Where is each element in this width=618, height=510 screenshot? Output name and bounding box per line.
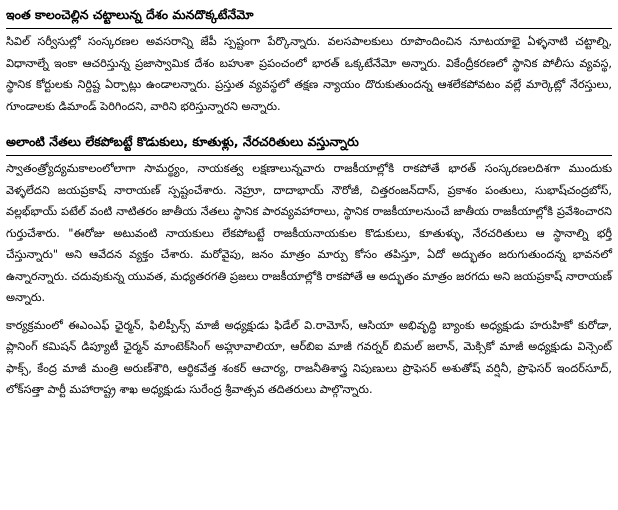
section-heading-2-wrap: [6, 131, 612, 156]
spacer: [6, 117, 612, 131]
section-heading-1-wrap: [6, 4, 612, 29]
paragraph-3: కార్యక్రమంలో ఈఎంఎఫ్ ఛైర్మన్, ఫిలిప్పీన్స్ మాజీ అధ్యక్షుడు ఫిడేల్ వి.రామోస్, ఆసియా అభివృద్ధి బ్యాంకు అధ్యక్షుడు హరుహికో కురోడా, ప్లానింగ్ కమిషన్ డిప్యూటీ ఛైర్మన్ మాంటెక్‌సింగ్ అహ్లూవాలియా, ఆర్‌బిఐ మాజీ గవర్నర్ బిమల్ జలాన్, మెక్సికో మాజీ అధ్యక్షుడు విన్సెంట్ ఫాక్స్, కేంద్ర మాజీ మంత్రి అరుణ్‌శౌరి, ఆర్థికవేత్త శంకర్ ఆచార్య, రాజనీతిశాస్త్ర నిపుణులు ప్రొఫెసర్ అశుతోష్ వర్షినీ, ప్రొఫెసర్ ఇందర్‌సూద్, లోక్‌సత్తా పార్టీ మహారాష్ట్ర శాఖ అధ్యక్షుడు సురేంద్ర శ్రీవాత్సవ తదితరులు పాల్గొన్నారు.: [6, 318, 612, 396]
paragraph-1: సివిల్ సర్వీసుల్లో సంస్కరణల అవసరాన్ని జేపీ స్పష్టంగా పేర్కొన్నారు. వలసపాలకులు రూపొందించిన నూటయాభై ఏళ్ళనాటి చట్టాల్ని, విధానాల్నే ఇంకా ఆచరిస్తున్న ప్రజాస్వామిక దేశం బహుశా ప్రపంచంలో భారత్ ఒక్కటేనేమో అన్నారు. వికేంద్రీకరణలో స్థానిక పోలీసు వ్యవస్థ, స్థానిక కోర్టులకు నిర్దిష్ట ఏర్పాట్లు ఉండాలన్నారు. ప్రస్తుత వ్యవస్థలో తక్షణ న్యాయం దొరుకుతుందన్న ఆశలేకపోవటం వల్లే మార్కెట్లో నేరస్తులు, గూండాలకు డిమాండ్ పెరిగిందని, వారిని భరిస్తున్నారని అన్నారు.: [6, 35, 612, 113]
section-heading-2: అలాంటి నేతలు లేకపోబట్టే కొడుకులు, కూతుళ్లు, నేరచరితులు వస్తున్నారు: [6, 134, 359, 149]
paragraph-2: స్వాతంత్ర్యోద్యమకాలంలోలాగా సామర్థ్యం, నాయకత్వ లక్షణాలున్నవారు రాజకీయాల్లోకి రాకపోతే భారత్ సంస్కరణలదిశగా ముందుకు వెళ్ళలేదని జయప్రకాష్ నారాయణ్ స్పష్టంచేశారు. నెహ్రూ, దాదాభాయ్ నౌరోజీ, చిత్తరంజన్‌దాస్, ప్రకాశం పంతులు, సుభాష్‌చంద్రబోస్, వల్లభ్‌భాయ్ పటేల్ వంటి నాటితరం జాతీయ నేతలు స్థానిక పారవ్యవహారాలు, స్థానిక రాజకీయాలనుంచే జాతీయ రాజకీయాల్లోకి ప్రవేశించారని గుర్తుచేశారు. "ఈరోజు అటువంటి నాయకులు లేకపోబట్టే రాజకీయనాయకుల కొడుకులు, కూతుళ్ళు, నేరచరితులు ఆ స్థానాల్ని భర్తీ చేస్తున్నారు" అని ఆవేదన వ్యక్తం చేశారు. మరోవైపు, జనం మాత్రం మార్పు కోసం తపిస్తూ, ఏదో అద్భుతం జరుగుతుందన్న భావనలో ఉన్నారన్నారు. చదువుకున్న యువత, మధ్యతరగతి ప్రజలు రాజకీయాల్లోకి రాకపోతే ఆ అద్భుతం మాత్రం జరగదు అని జయప్రకాష్ నారాయణ్ అన్నారు.: [6, 162, 612, 304]
section-heading-1: ఇంత కాలంచెల్లిన చట్టాలున్న దేశం మనదొక్కటేనేమో: [6, 7, 254, 22]
